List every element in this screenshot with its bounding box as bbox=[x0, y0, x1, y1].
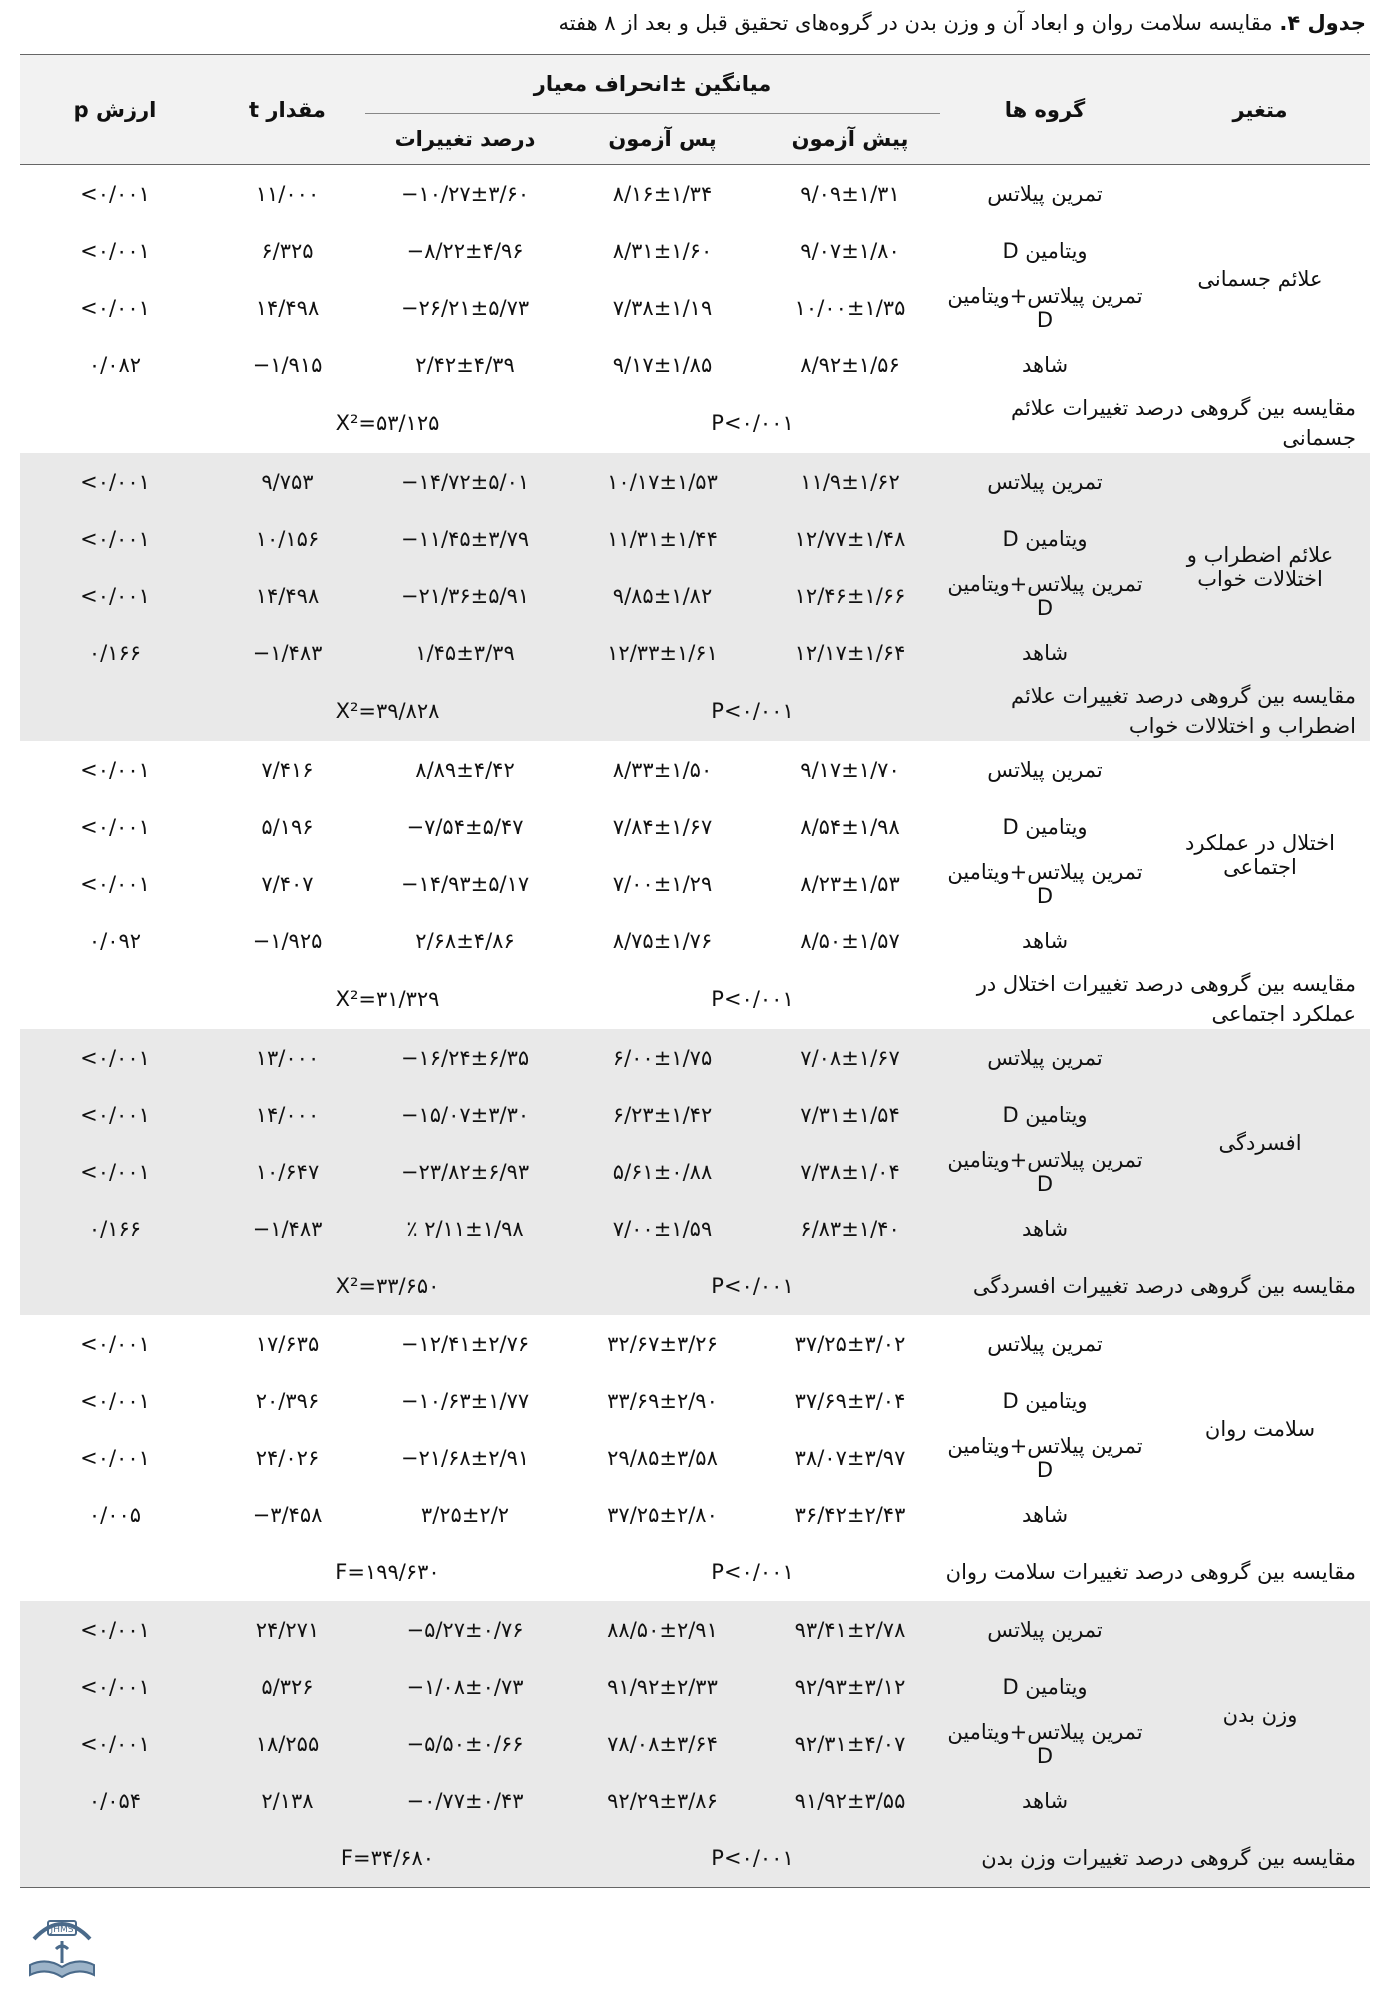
t-value: −۱/۴۸۳ bbox=[210, 624, 365, 681]
t-value: ۱۳/۰۰۰ bbox=[210, 1029, 365, 1086]
change-value: −۱/۰۸±۰/۷۳ bbox=[365, 1658, 565, 1715]
group-label: ویتامین D bbox=[940, 1086, 1150, 1143]
pretest-value: ۸/۹۲±۱/۵۶ bbox=[800, 352, 900, 377]
posttest-value: ۹۱/۹۲±۲/۳۳ bbox=[565, 1658, 760, 1715]
t-value: ۲۰/۳۹۶ bbox=[255, 1388, 320, 1413]
t-value: ۹/۷۵۳ bbox=[210, 453, 365, 510]
group-label: ویتامین D bbox=[1002, 238, 1088, 263]
change-value: −۲۳/۸۲±۶/۹۳ bbox=[365, 1143, 565, 1200]
comparison-p: P<۰/۰۰۱ bbox=[711, 1560, 794, 1584]
group-label: ویتامین D bbox=[1002, 1388, 1088, 1413]
pretest-value: ۷/۰۸±۱/۶۷ bbox=[760, 1029, 940, 1086]
table-row bbox=[20, 741, 1370, 798]
variable-label: افسردگی bbox=[1150, 1029, 1370, 1257]
comparison-row bbox=[20, 393, 1370, 453]
comparison-row bbox=[20, 1257, 1370, 1315]
posttest-value: ۹۲/۲۹±۳/۸۶ bbox=[565, 1772, 760, 1829]
p-value: <۰/۰۰۱ bbox=[80, 757, 150, 782]
pretest-value: ۱۲/۷۷±۱/۴۸ bbox=[760, 510, 940, 567]
variable-label: وزن بدن bbox=[1150, 1601, 1370, 1829]
comparison-p: P<۰/۰۰۱ bbox=[711, 987, 794, 1011]
empty-cell bbox=[20, 1829, 210, 1888]
group-label: تمرین پیلاتس+ویتامین D bbox=[940, 1143, 1150, 1200]
caption-label: جدول ۴. bbox=[1279, 11, 1366, 35]
t-value: −۳/۴۵۸ bbox=[252, 1502, 323, 1527]
t-value: ۱۰/۱۵۶ bbox=[210, 510, 365, 567]
posttest-value: ۸۸/۵۰±۲/۹۱ bbox=[565, 1601, 760, 1658]
pretest-value: ۸/۲۳±۱/۵۳ bbox=[800, 871, 900, 896]
group-label: تمرین پیلاتس bbox=[940, 1029, 1150, 1086]
t-value: ۵/۳۲۶ bbox=[210, 1658, 365, 1715]
t-value: ۶/۳۲۵ bbox=[261, 238, 314, 263]
pretest-value: ۹/۰۹±۱/۳۱ bbox=[800, 181, 900, 206]
comparison-stat: F=۱۹۹/۶۳۰ bbox=[335, 1560, 440, 1584]
p-value: <۰/۰۰۱ bbox=[20, 453, 210, 510]
t-value: ۲۴/۰۲۶ bbox=[255, 1445, 320, 1470]
posttest-value: ۶/۰۰±۱/۷۵ bbox=[565, 1029, 760, 1086]
change-value: −۷/۵۴±۵/۴۷ bbox=[406, 814, 524, 839]
p-value: <۰/۰۰۱ bbox=[80, 1445, 150, 1470]
table-row bbox=[20, 453, 1370, 510]
p-value: ۰/۱۶۶ bbox=[20, 624, 210, 681]
change-value: −۱۴/۷۲±۵/۰۱ bbox=[365, 453, 565, 510]
change-value: ۱/۴۵±۳/۳۹ bbox=[365, 624, 565, 681]
section-mental-health bbox=[20, 1315, 1370, 1601]
posttest-value: ۷/۳۸±۱/۱۹ bbox=[612, 295, 713, 320]
change-value: −۱۰/۶۳±۱/۷۷ bbox=[400, 1388, 530, 1413]
comparison-label: مقایسه بین گروهی درصد تغییرات سلامت روان bbox=[945, 1560, 1357, 1584]
change-value: ۳/۲۵±۲/۲ bbox=[420, 1502, 510, 1527]
pretest-value: ۱۰/۰۰±۱/۳۵ bbox=[794, 295, 906, 320]
comparison-row bbox=[20, 681, 1370, 741]
change-value: −۱۱/۴۵±۳/۷۹ bbox=[365, 510, 565, 567]
group-label: ویتامین D bbox=[1002, 814, 1088, 839]
variable-label: سلامت روان bbox=[1204, 1417, 1316, 1441]
t-value: −۱/۴۸۳ bbox=[210, 1200, 365, 1257]
t-value: ۱۰/۶۴۷ bbox=[210, 1143, 365, 1200]
pretest-value: ۹۲/۳۱±۴/۰۷ bbox=[760, 1715, 940, 1772]
change-value: −۵/۵۰±۰/۶۶ bbox=[365, 1715, 565, 1772]
posttest-value: ۱۲/۳۳±۱/۶۱ bbox=[565, 624, 760, 681]
group-label: شاهد bbox=[1021, 928, 1069, 953]
comparison-row bbox=[20, 1543, 1370, 1601]
section-body-weight bbox=[20, 1601, 1370, 1888]
posttest-value: ۸/۳۱±۱/۶۰ bbox=[612, 238, 713, 263]
table-caption bbox=[26, 8, 1366, 38]
pretest-value: ۹۱/۹۲±۳/۵۵ bbox=[760, 1772, 940, 1829]
posttest-value: ۷/۰۰±۱/۲۹ bbox=[612, 871, 713, 896]
change-value: ٪ ۲/۱۱±۱/۹۸ bbox=[365, 1200, 565, 1257]
variable-label: اختلال در عملکرد اجتماعی bbox=[1185, 831, 1335, 879]
header-p-value: ارزش p bbox=[20, 55, 210, 165]
table-row bbox=[20, 1315, 1370, 1372]
pretest-value: ۱۲/۱۷±۱/۶۴ bbox=[760, 624, 940, 681]
posttest-value: ۶/۲۳±۱/۴۲ bbox=[565, 1086, 760, 1143]
pretest-value: ۱۱/۹±۱/۶۲ bbox=[760, 453, 940, 510]
pretest-value: ۸/۵۴±۱/۹۸ bbox=[800, 814, 900, 839]
posttest-value: ۳۷/۲۵±۲/۸۰ bbox=[607, 1502, 718, 1527]
posttest-value: ۳۲/۶۷±۳/۲۶ bbox=[607, 1331, 718, 1356]
change-value: −۲۶/۲۱±۵/۷۳ bbox=[400, 295, 530, 320]
posttest-value: ۳۳/۶۹±۲/۹۰ bbox=[607, 1388, 718, 1413]
p-value: <۰/۰۰۱ bbox=[80, 1388, 150, 1413]
change-value: ۸/۸۹±۴/۴۲ bbox=[415, 757, 515, 782]
pretest-value: ۹/۱۷±۱/۷۰ bbox=[800, 757, 900, 782]
journal-logo-icon bbox=[22, 1905, 102, 1985]
p-value: ۰/۰۹۲ bbox=[88, 928, 142, 953]
header-percent-change: درصد تغییرات bbox=[365, 114, 565, 165]
p-value: <۰/۰۰۱ bbox=[80, 814, 150, 839]
comparison-stat: X²=۳۱/۳۲۹ bbox=[335, 987, 440, 1011]
t-value: ۱۴/۰۰۰ bbox=[210, 1086, 365, 1143]
comparison-p: P<۰/۰۰۱ bbox=[565, 1829, 940, 1888]
t-value: ۲/۱۳۸ bbox=[210, 1772, 365, 1829]
p-value: <۰/۰۰۱ bbox=[20, 567, 210, 624]
comparison-label: مقایسه بین گروهی درصد تغییرات افسردگی bbox=[940, 1257, 1370, 1315]
change-value: −۲۱/۶۸±۲/۹۱ bbox=[400, 1445, 530, 1470]
t-value: ۱۸/۲۵۵ bbox=[210, 1715, 365, 1772]
section-anxiety bbox=[20, 453, 1370, 741]
group-label: ویتامین D bbox=[940, 510, 1150, 567]
group-label: تمرین پیلاتس bbox=[987, 757, 1103, 782]
p-value: <۰/۰۰۱ bbox=[20, 1143, 210, 1200]
empty-cell bbox=[20, 1257, 210, 1315]
p-value: <۰/۰۰۱ bbox=[80, 238, 150, 263]
posttest-value: ۵/۶۱±۰/۸۸ bbox=[565, 1143, 760, 1200]
posttest-value: ۷۸/۰۸±۳/۶۴ bbox=[565, 1715, 760, 1772]
group-label: تمرین پیلاتس bbox=[940, 453, 1150, 510]
t-value: −۱/۹۲۵ bbox=[252, 928, 323, 953]
comparison-p: P<۰/۰۰۱ bbox=[711, 411, 794, 435]
group-label: ویتامین D bbox=[940, 1658, 1150, 1715]
posttest-value: ۲۹/۸۵±۳/۵۸ bbox=[607, 1445, 718, 1470]
pretest-value: ۹/۰۷±۱/۸۰ bbox=[800, 238, 900, 263]
posttest-value: ۷/۸۴±۱/۶۷ bbox=[612, 814, 713, 839]
header-posttest: پس آزمون bbox=[565, 114, 760, 165]
header-pretest: پیش آزمون bbox=[760, 114, 940, 165]
t-value: ۱۱/۰۰۰ bbox=[255, 181, 320, 206]
section-social bbox=[20, 741, 1370, 1029]
section-depression bbox=[20, 1029, 1370, 1315]
posttest-value: ۱۰/۱۷±۱/۵۳ bbox=[565, 453, 760, 510]
posttest-value: ۸/۱۶±۱/۳۴ bbox=[612, 181, 713, 206]
p-value: <۰/۰۰۱ bbox=[20, 1601, 210, 1658]
header-t-value: مقدار t bbox=[210, 55, 365, 165]
p-value: <۰/۰۰۱ bbox=[80, 181, 150, 206]
comparison-p: P<۰/۰۰۱ bbox=[565, 1257, 940, 1315]
pretest-value: ۳۸/۰۷±۳/۹۷ bbox=[794, 1445, 906, 1470]
t-value: ۱۴/۴۹۸ bbox=[210, 567, 365, 624]
header-mean-sd: میانگین ±انحراف معیار bbox=[365, 55, 940, 114]
comparison-label: مقایسه بین گروهی درصد تغییرات اختلال در عملکرد اجتماعی bbox=[976, 972, 1357, 1026]
comparison-stat: F=۳۴/۶۸۰ bbox=[210, 1829, 565, 1888]
variable-label: علائم جسمانی bbox=[1197, 267, 1323, 291]
group-label: شاهد bbox=[940, 1772, 1150, 1829]
group-label: تمرین پیلاتس bbox=[987, 1331, 1103, 1356]
group-label: تمرین پیلاتس+ویتامین D bbox=[940, 567, 1150, 624]
caption-text: مقایسه سلامت روان و ابعاد آن و وزن بدن در گروه‌های تحقیق قبل و بعد از ۸ هفته bbox=[558, 11, 1280, 35]
table-row bbox=[20, 1601, 1370, 1658]
table-row bbox=[20, 165, 1370, 223]
t-value: ۷/۴۰۷ bbox=[261, 871, 314, 896]
group-label: شاهد bbox=[940, 1200, 1150, 1257]
comparison-stat: X²=۳۹/۸۲۸ bbox=[210, 681, 565, 741]
empty-cell bbox=[20, 681, 210, 741]
p-value: <۰/۰۰۱ bbox=[80, 1331, 150, 1356]
comparison-row bbox=[20, 1829, 1370, 1888]
group-label: تمرین پیلاتس+ویتامین D bbox=[947, 283, 1143, 332]
pretest-value: ۷/۳۱±۱/۵۴ bbox=[760, 1086, 940, 1143]
pretest-value: ۹۲/۹۳±۳/۱۲ bbox=[760, 1658, 940, 1715]
posttest-value: ۸/۷۵±۱/۷۶ bbox=[612, 928, 713, 953]
p-value: <۰/۰۰۱ bbox=[20, 1715, 210, 1772]
t-value: ۷/۴۱۶ bbox=[261, 757, 314, 782]
t-value: ۵/۱۹۶ bbox=[261, 814, 314, 839]
comparison-row bbox=[20, 969, 1370, 1029]
comparison-p: P<۰/۰۰۱ bbox=[565, 681, 940, 741]
p-value: ۰/۰۸۲ bbox=[88, 352, 142, 377]
p-value: ۰/۰۵۴ bbox=[20, 1772, 210, 1829]
pretest-value: ۹۳/۴۱±۲/۷۸ bbox=[760, 1601, 940, 1658]
pretest-value: ۶/۸۳±۱/۴۰ bbox=[760, 1200, 940, 1257]
logo-text: JHMS bbox=[50, 1925, 74, 1935]
posttest-value: ۹/۸۵±۱/۸۲ bbox=[565, 567, 760, 624]
empty-cell bbox=[20, 969, 210, 1029]
pretest-value: ۳۷/۲۵±۳/۰۲ bbox=[794, 1331, 906, 1356]
pretest-value: ۱۲/۴۶±۱/۶۶ bbox=[760, 567, 940, 624]
variable-label: علائم اضطراب و اختلالات خواب bbox=[1150, 453, 1370, 681]
group-label: تمرین پیلاتس+ویتامین D bbox=[940, 1715, 1150, 1772]
section-somatic bbox=[20, 165, 1370, 454]
posttest-value: ۱۱/۳۱±۱/۴۴ bbox=[565, 510, 760, 567]
empty-cell bbox=[20, 393, 210, 453]
change-value: −۱۲/۴۱±۲/۷۶ bbox=[400, 1331, 530, 1356]
p-value: <۰/۰۰۱ bbox=[20, 1086, 210, 1143]
change-value: −۸/۲۲±۴/۹۶ bbox=[406, 238, 524, 263]
change-value: −۱۵/۰۷±۳/۳۰ bbox=[365, 1086, 565, 1143]
table-row bbox=[20, 1029, 1370, 1086]
p-value: <۰/۰۰۱ bbox=[80, 295, 150, 320]
comparison-label: مقایسه بین گروهی درصد تغییرات علائم اضطراب و اختلالات خواب bbox=[940, 681, 1370, 741]
empty-cell bbox=[20, 1543, 210, 1601]
group-label: تمرین پیلاتس bbox=[940, 1601, 1150, 1658]
p-value: ۰/۰۰۵ bbox=[88, 1502, 142, 1527]
group-label: شاهد bbox=[1021, 352, 1069, 377]
comparison-stat: X²=۳۳/۶۵۰ bbox=[210, 1257, 565, 1315]
pretest-value: ۷/۳۸±۱/۰۴ bbox=[760, 1143, 940, 1200]
group-label: تمرین پیلاتس+ویتامین D bbox=[947, 859, 1143, 908]
change-value: ۲/۶۸±۴/۸۶ bbox=[415, 928, 515, 953]
posttest-value: ۹/۱۷±۱/۸۵ bbox=[612, 352, 713, 377]
t-value: −۱/۹۱۵ bbox=[252, 352, 323, 377]
group-label: شاهد bbox=[1021, 1502, 1069, 1527]
t-value: ۱۷/۶۳۵ bbox=[255, 1331, 320, 1356]
comparison-label: مقایسه بین گروهی درصد تغییرات علائم جسمانی bbox=[1010, 396, 1357, 450]
t-value: ۲۴/۲۷۱ bbox=[210, 1601, 365, 1658]
t-value: ۱۴/۴۹۸ bbox=[255, 295, 320, 320]
comparison-label: مقایسه بین گروهی درصد تغییرات وزن بدن bbox=[940, 1829, 1370, 1888]
group-label: تمرین پیلاتس+ویتامین D bbox=[947, 1433, 1143, 1482]
header-variable: متغیر bbox=[1150, 55, 1370, 165]
pretest-value: ۳۷/۶۹±۳/۰۴ bbox=[794, 1388, 906, 1413]
p-value: <۰/۰۰۱ bbox=[20, 1658, 210, 1715]
change-value: −۱۶/۲۴±۶/۳۵ bbox=[365, 1029, 565, 1086]
change-value: −۲۱/۳۶±۵/۹۱ bbox=[365, 567, 565, 624]
p-value: ۰/۱۶۶ bbox=[20, 1200, 210, 1257]
change-value: −۱۰/۲۷±۳/۶۰ bbox=[400, 181, 530, 206]
change-value: −۰/۷۷±۰/۴۳ bbox=[365, 1772, 565, 1829]
comparison-stat: X²=۵۳/۱۲۵ bbox=[335, 411, 440, 435]
p-value: <۰/۰۰۱ bbox=[20, 1029, 210, 1086]
header-groups: گروه ها bbox=[940, 55, 1150, 165]
p-value: <۰/۰۰۱ bbox=[20, 510, 210, 567]
results-table bbox=[20, 54, 1370, 1888]
posttest-value: ۸/۳۳±۱/۵۰ bbox=[612, 757, 713, 782]
change-value: ۲/۴۲±۴/۳۹ bbox=[415, 352, 515, 377]
group-label: تمرین پیلاتس bbox=[987, 181, 1103, 206]
change-value: −۵/۲۷±۰/۷۶ bbox=[365, 1601, 565, 1658]
pretest-value: ۳۶/۴۲±۲/۴۳ bbox=[794, 1502, 906, 1527]
group-label: شاهد bbox=[940, 624, 1150, 681]
p-value: <۰/۰۰۱ bbox=[80, 871, 150, 896]
posttest-value: ۷/۰۰±۱/۵۹ bbox=[565, 1200, 760, 1257]
change-value: −۱۴/۹۳±۵/۱۷ bbox=[400, 871, 530, 896]
pretest-value: ۸/۵۰±۱/۵۷ bbox=[800, 928, 900, 953]
